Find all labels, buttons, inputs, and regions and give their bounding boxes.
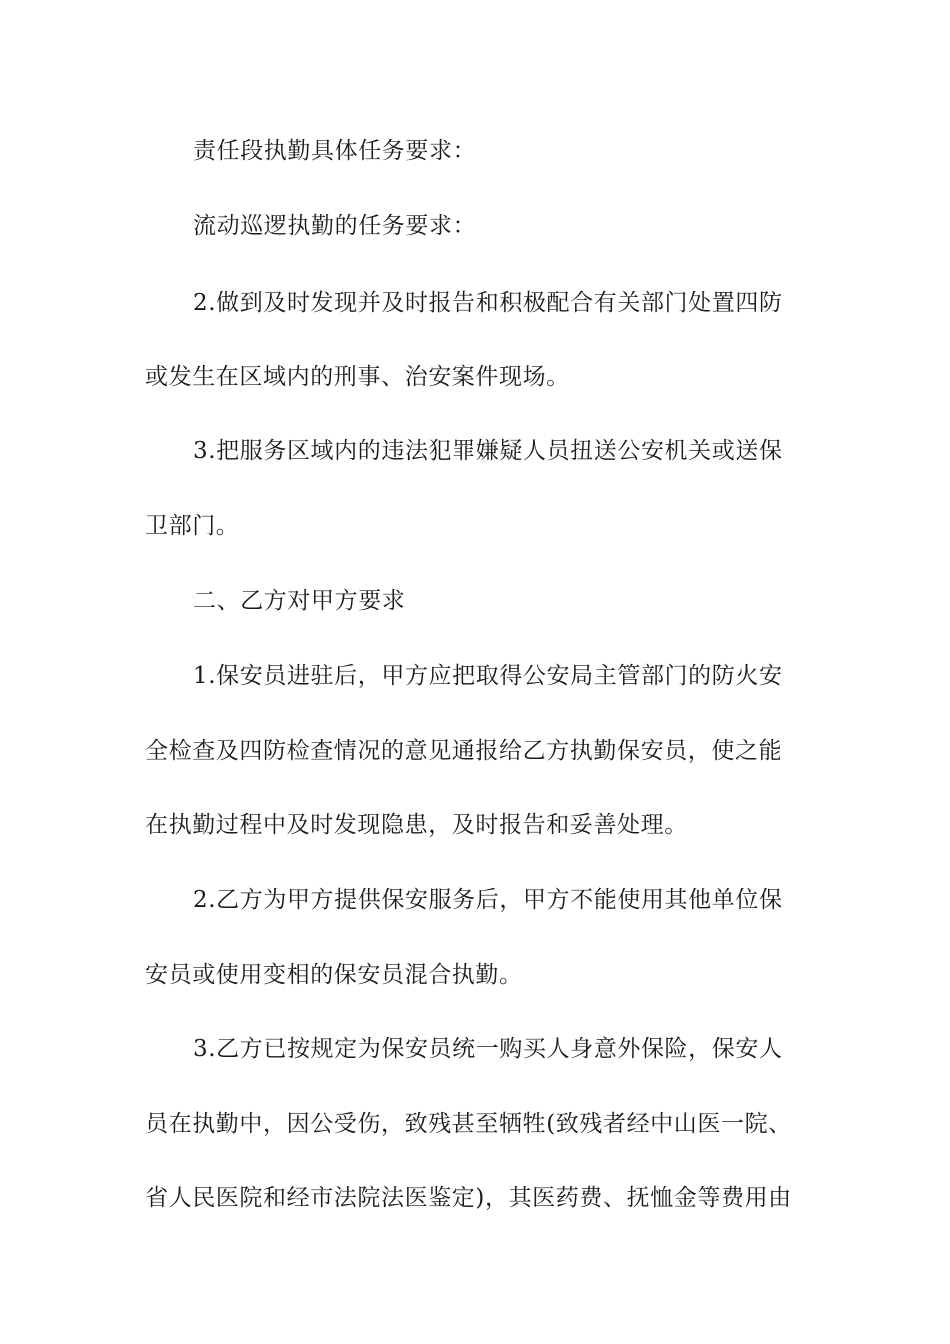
paragraph-line: 2.做到及时发现并及时报告和积极配合有关部门处置四防 [193, 290, 783, 316]
paragraph-line: 责任段执勤具体任务要求： [193, 138, 477, 164]
paragraph-line: 2.乙方为甲方提供保安服务后，甲方不能使用其他单位保 [193, 887, 783, 913]
paragraph-line: 卫部门。 [145, 513, 240, 539]
section-heading: 二、乙方对甲方要求 [193, 588, 406, 614]
paragraph-line: 全检查及四防检查情况的意见通报给乙方执勤保安员，使之能 [145, 738, 783, 764]
paragraph-line: 安员或使用变相的保安员混合执勤。 [145, 962, 523, 988]
paragraph-line: 3.乙方已按规定为保安员统一购买人身意外保险，保安人 [193, 1036, 783, 1062]
paragraph-line: 在执勤过程中及时发现隐患，及时报告和妥善处理。 [145, 812, 688, 838]
paragraph-line: 或发生在区域内的刑事、治安案件现场。 [145, 364, 570, 390]
paragraph-line: 省人民医院和经市法院法医鉴定)，其医药费、抚恤金等费用由 [145, 1185, 792, 1211]
paragraph-line: 1.保安员进驻后，甲方应把取得公安局主管部门的防火安 [193, 663, 783, 689]
paragraph-line: 员在执勤中，因公受伤，致残甚至牺牲(致残者经中山医一院、 [145, 1111, 792, 1137]
paragraph-line: 流动巡逻执勤的任务要求： [193, 213, 477, 239]
paragraph-line: 3.把服务区域内的违法犯罪嫌疑人员扭送公安机关或送保 [193, 438, 783, 464]
